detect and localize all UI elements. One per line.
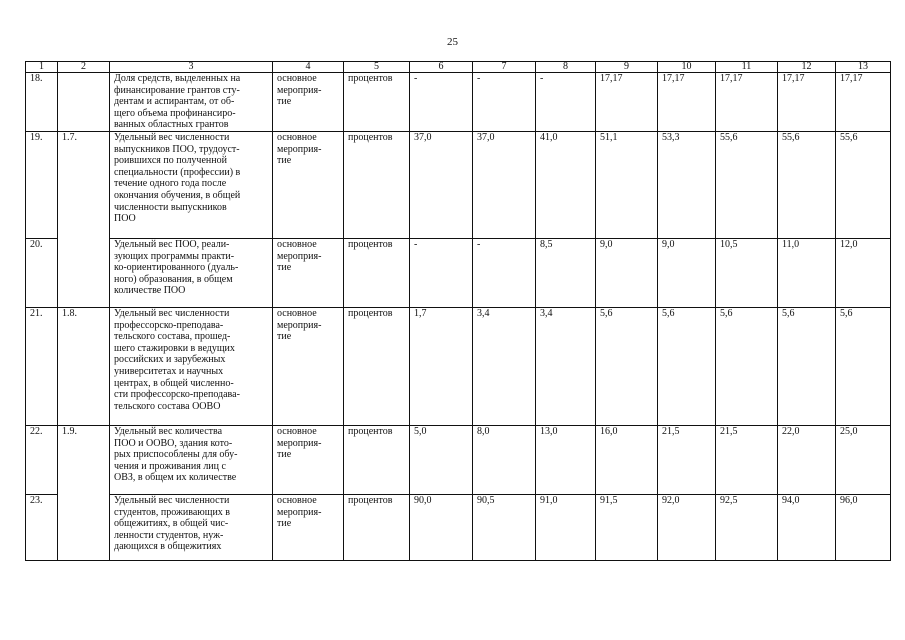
value-cell: 9,0 (596, 239, 658, 308)
column-number: 5 (344, 62, 410, 73)
indicator-unit: процентов (344, 426, 410, 495)
value-cell: - (536, 73, 596, 132)
value-cell: 92,0 (658, 495, 716, 561)
value-cell: 16,0 (596, 426, 658, 495)
indicator-description: Удельный вес численности профессорско-преподава- тельского состава, прошед- шего стажировки в ведущих российских и зарубежных университетах и научных центрах, в общей численно- сти профессорско-преподава- тельского состава ООВО (110, 308, 273, 426)
indicator-description: Удельный вес ПОО, реали- зующих программы практи- ко-ориентированного (дуаль- ного) образования, в общем количестве ПОО (110, 239, 273, 308)
column-number: 10 (658, 62, 716, 73)
row-number: 22. (26, 426, 58, 495)
value-cell: 96,0 (836, 495, 891, 561)
value-cell: 37,0 (473, 132, 536, 239)
table-row (26, 239, 891, 308)
value-cell: - (410, 239, 473, 308)
indicator-description: Удельный вес количества ПОО и ООВО, здания кото- рых приспособлены для обу- чения и проживания лиц с ОВЗ, в общем их количестве (110, 426, 273, 495)
value-cell: 12,0 (836, 239, 891, 308)
value-cell: 5,0 (410, 426, 473, 495)
indicator-unit: процентов (344, 73, 410, 132)
indicator-type: основное мероприя- тие (273, 132, 344, 239)
value-cell: 21,5 (658, 426, 716, 495)
value-cell: 10,5 (716, 239, 778, 308)
value-cell: 5,6 (596, 308, 658, 426)
column-number: 12 (778, 62, 836, 73)
column-number: 13 (836, 62, 891, 73)
table-row (26, 132, 891, 239)
value-cell: 55,6 (836, 132, 891, 239)
value-cell: - (473, 239, 536, 308)
value-cell: 91,5 (596, 495, 658, 561)
value-cell: 37,0 (410, 132, 473, 239)
indicator-description: Удельный вес численности выпускников ПОО, трудоуст- роившихся по полученной специальности (профессии) в течение одного года после окончания обучения, в общей численности выпускников ПОО (110, 132, 273, 239)
indicator-type: основное мероприя- тие (273, 73, 344, 132)
value-cell: 55,6 (716, 132, 778, 239)
column-number: 2 (58, 62, 110, 73)
row-code (58, 73, 110, 132)
value-cell: 5,6 (836, 308, 891, 426)
value-cell: 51,1 (596, 132, 658, 239)
value-cell: 5,6 (716, 308, 778, 426)
table-row (26, 308, 891, 426)
value-cell: 90,5 (473, 495, 536, 561)
indicator-type: основное мероприя- тие (273, 426, 344, 495)
row-number: 21. (26, 308, 58, 426)
indicators-table (25, 61, 891, 561)
value-cell: - (473, 73, 536, 132)
indicator-type: основное мероприя- тие (273, 239, 344, 308)
value-cell: 13,0 (536, 426, 596, 495)
value-cell: 55,6 (778, 132, 836, 239)
row-number: 19. (26, 132, 58, 239)
value-cell: 17,17 (658, 73, 716, 132)
value-cell: 5,6 (658, 308, 716, 426)
value-cell: 8,0 (473, 426, 536, 495)
value-cell: 91,0 (536, 495, 596, 561)
indicator-type: основное мероприя- тие (273, 495, 344, 561)
indicator-unit: процентов (344, 308, 410, 426)
page-number: 25 (447, 36, 458, 48)
table-row (26, 495, 891, 561)
column-number: 4 (273, 62, 344, 73)
row-number: 18. (26, 73, 58, 132)
row-code: 1.7. (58, 132, 110, 308)
row-number: 20. (26, 239, 58, 308)
value-cell: 9,0 (658, 239, 716, 308)
column-number: 3 (110, 62, 273, 73)
value-cell: 41,0 (536, 132, 596, 239)
indicator-unit: процентов (344, 495, 410, 561)
value-cell: 17,17 (778, 73, 836, 132)
column-number: 1 (26, 62, 58, 73)
column-number: 7 (473, 62, 536, 73)
column-number: 8 (536, 62, 596, 73)
value-cell: 17,17 (596, 73, 658, 132)
column-number: 11 (716, 62, 778, 73)
table-row (26, 426, 891, 495)
value-cell: 1,7 (410, 308, 473, 426)
row-code: 1.9. (58, 426, 110, 561)
table-row (26, 73, 891, 132)
column-number: 9 (596, 62, 658, 73)
value-cell: 25,0 (836, 426, 891, 495)
indicator-description: Удельный вес численности студентов, проживающих в общежитиях, в общей чис- ленности студентов, нуж- дающихся в общежитиях (110, 495, 273, 561)
row-number: 23. (26, 495, 58, 561)
value-cell: 3,4 (536, 308, 596, 426)
value-cell: 94,0 (778, 495, 836, 561)
column-number: 6 (410, 62, 473, 73)
value-cell: 11,0 (778, 239, 836, 308)
column-number-row (26, 62, 891, 73)
value-cell: 17,17 (836, 73, 891, 132)
value-cell: 3,4 (473, 308, 536, 426)
value-cell: 17,17 (716, 73, 778, 132)
value-cell: 53,3 (658, 132, 716, 239)
indicator-unit: процентов (344, 239, 410, 308)
value-cell: 5,6 (778, 308, 836, 426)
value-cell: 92,5 (716, 495, 778, 561)
indicator-description: Доля средств, выделенных на финансирование грантов сту- дентам и аспирантам, от об- щего объема профинансиро- ванных областных грантов (110, 73, 273, 132)
row-code: 1.8. (58, 308, 110, 426)
indicator-unit: процентов (344, 132, 410, 239)
indicator-type: основное мероприя- тие (273, 308, 344, 426)
value-cell: 90,0 (410, 495, 473, 561)
value-cell: - (410, 73, 473, 132)
value-cell: 21,5 (716, 426, 778, 495)
value-cell: 8,5 (536, 239, 596, 308)
value-cell: 22,0 (778, 426, 836, 495)
